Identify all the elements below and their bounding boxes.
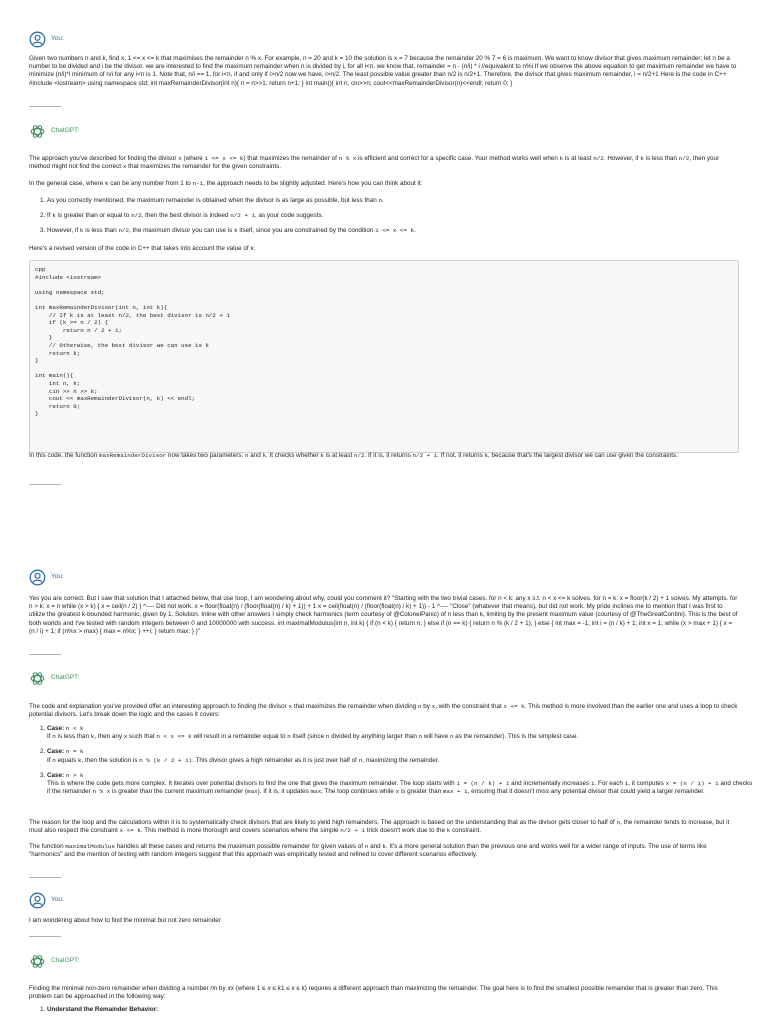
text-span: , the approach needs to be slightly adjusted. Here's how you can think about it: [203,180,423,187]
message-user-2 [29,567,739,587]
text-span: , because that's the largest divisor we can use given the constraints. [488,452,678,459]
text-span: ) that maximizes the remainder of [243,155,339,162]
list-item [47,748,757,764]
text-span: handles all these cases and returns the maximum possible remainder for given values of [114,843,365,850]
message-user-1 [29,29,739,49]
text-span: will have [422,733,450,741]
assistant-paragraph [29,180,739,188]
speaker-label: ChatGPT: [51,126,80,134]
user-message-text: I am wondering about how to find the minimal but not zero remainder [29,917,221,924]
inline-code: n [364,843,369,850]
inline-code: k [559,155,564,162]
text-span: can be any number from 1 to [108,180,193,187]
text-span: This is where the code gets more complex. It iterates over potential divisors to find the one that gives the maximum remainder. The loop starts with [47,780,457,788]
text-span: . For each [594,780,625,788]
inline-code: i = (n / k) + 1 [456,780,510,788]
text-span: . [382,197,384,204]
inline-code: n [325,733,330,741]
inline-code: k [320,452,324,459]
text-span: , maximizing the remainder. [362,756,440,764]
inline-code: k [234,227,238,235]
text-span: , with the constraint that [435,703,504,710]
text-span: , then the best divisor is indeed [141,212,231,220]
inline-code: k [79,227,84,235]
inline-code: n < x <= k [156,733,192,741]
message-user-3 [29,890,739,910]
text-span: is less than [55,733,91,741]
separator: ---------------- [29,104,61,110]
inline-code: maxRemainderDivisor [99,452,167,459]
inline-code: n/2 [131,212,142,220]
text-span: If [47,733,53,741]
text-span: , then the solution is [81,756,140,764]
text-span: is efficient and correct for a specific case. Your method works well when [356,155,560,162]
text-span: that maximizes the remainder when dividing [291,703,418,710]
inline-code: n/2 + 1 [412,452,438,459]
text-span: , the maximum divisor you can use is [129,227,235,235]
inline-code: k [484,452,489,459]
user-avatar-icon [29,892,46,909]
inline-code: n = k [65,748,84,756]
inline-code: n [417,703,422,710]
assistant-paragraph: Finding the minimal non-zero remainder when dividing a number 𝑛n by 𝑥x (where 1 ≤ 𝑥 ≤ 𝑘1 ≤ x ≤ k) requires a different approach than maximizing the remainder. The goal here is to find the smallest possible remainder that is greater than zero. This problem can be approached in the following way: [29,985,718,1001]
text-span: . The loop continues while [321,788,396,796]
text-span: (where [181,155,205,162]
inline-code: n-1 [192,180,204,187]
text-span: equals [55,756,78,764]
inline-code: n [616,819,621,826]
text-span: divided by anything larger than [329,733,419,741]
text-span: itself (since [290,733,326,741]
inline-code: max + 1 [442,788,468,796]
separator: ---------------- [29,652,61,658]
text-span: ). If it is, it updates [257,788,311,796]
text-span: The reason for the loop and the calculations within it is to systematically check divisors that are likely to yield high remainders. The approach is based on the understanding that as the divisor gets closer to half of [29,819,617,826]
text-span: . This divisor gives a high remainder as it is just over half of [192,756,359,764]
text-span: trick doesn't work due to the [365,827,447,835]
text-span: , ensuring that it doesn't miss any potential divisor that could yield a larger remainder. [467,788,705,796]
text-span: Case: [47,725,66,732]
inline-code: k [90,733,95,741]
text-span: as the remainder). This is the simplest case. [453,733,579,741]
inline-code: 1 <= x <= k [375,227,415,235]
assistant-paragraph [29,843,739,859]
text-span: and [368,843,383,850]
text-span: itself, since you are constrained by the condition [237,227,376,235]
inline-code: x [288,703,292,710]
text-span: , it computes [628,780,666,788]
inline-code: n % (k / 2 + 1) [139,756,193,764]
text-span: now takes two parameters: [166,452,245,459]
text-span: . It checks whether [266,452,321,459]
inline-code: n < k [65,725,84,732]
inline-code: k [640,155,644,162]
inline-code: max [310,788,322,796]
speaker-chatgpt [29,951,739,971]
inline-code: k [382,843,386,850]
assistant-list [29,725,757,803]
text-span: . However, if [603,155,641,162]
text-span: that maximizes the remainder for the given constraints. [126,163,282,171]
text-span: In this code, the function [29,452,100,459]
speaker-chatgpt [29,121,739,141]
inline-code: x <= k [503,703,525,710]
code-block[interactable]: cpp #include <iostream> using namespace std; int maxRemainderDivisor(int n, int k){ // If k is at least n/2, the best divisor is n/2 + 1 if (k >= n / 2) { return n / 2 + 1; } // Otherwise, the best divisor we can use is k return k; } int main(){ int n, k; cin >> n >> k; cout << maxRemainderDivisor(n, k) << endl; return 0; } [29,260,739,453]
inline-code: n/2 [593,155,604,162]
text-span: In the general case, where [29,180,105,187]
text-span: and [248,452,263,459]
separator: ---------------- [29,934,61,940]
inline-code: maximalModulus [65,843,115,850]
assistant-paragraph [29,819,739,835]
separator: ---------------- [29,482,61,488]
assistant-paragraph [29,155,739,171]
inline-code: i [624,780,629,788]
assistant-list [29,197,757,243]
text-span: is at least [323,452,354,459]
assistant-list [29,1006,757,1021]
text-span: , the remainder tends to increase, but it must also respect the constraint [29,819,730,835]
assistant-paragraph [29,452,739,460]
inline-code: max [247,788,258,796]
speaker-label: ChatGPT: [51,673,80,681]
inline-code: k [77,756,82,764]
text-span: The approach you've described for finding the divisor [29,155,179,162]
inline-code: n [52,733,56,741]
text-span: constraint. [450,827,482,835]
inline-code: n/2 [118,227,130,235]
text-span: is less than [643,155,679,162]
text-span: However, if [47,227,80,235]
text-span: is greater than the current maximum remainder ( [110,788,248,796]
inline-code: n [52,756,56,764]
inline-code: n [358,756,363,764]
text-span: is at least [563,155,594,162]
text-span: . It's a more general solution than the previous one and works well for a wider range of inputs. The use of terms like "harmonics" and the mention of testing with random integers suggest that this approach was empirically tested and refined to cover different scenarios effectively. [29,843,707,859]
user-message-text: Yes you are correct. But I saw that solution that I attached below, that use loop, I am wondering about why, could you comment it? "Starting with the two trivial cases. for n < k: any x s.t. n < x <= k solves. for n = k: x = floor(k / 2) + 1 solves. My attempts. for n > k: x = n while (x > k) { x = ceil(n / 2) } ^---- Did not work. x = floor(float(n) / (floor(float(n) / k) + 1)) + 1 x = ceil(float(n) / (floor(float(n) / k) + 1)) - 1 ^---- "Close" (whatever that means), but did not work. My pride inclines me to mention that I was first to utilize the greatest k-bounded harmonic, given by 1. Solution. Inline with other answers I simply check harmonics (term courtesy of @ColonelPanic) of n less than k, limiting by the present maximum value (courtesy of @TheGreatContini). This is the best of both worlds and I've tested with random integers between 0 and 10000000 with success. int maximalModulus(int n, int k) { if (n < k) { return n; } else if (n == k) { return n % (k / 2 + 1); } else { int max = -1; int i = (n / k) + 1; int x = 1; while (x > max + 1) { x = (n / i) + 1; if (n%x > max) { max = n%x; } ++i; } return max; } }" [29,595,738,635]
list-item [47,227,757,235]
speaker-label: You: [51,34,64,42]
list-item [47,197,757,205]
text-span: and incrementally increases [509,780,591,788]
text-span: such that [127,733,157,741]
chatgpt-logo-icon [29,123,46,140]
text-span: . If it is, it returns [364,452,413,459]
inline-code: i [590,780,595,788]
speaker-you [29,890,739,910]
user-message-text: Given two numbers n and k, find x, 1 <= x <= k that maximises the remainder n % x. For example, n = 20 and k = 10 the solution is x = 7 because the remainder 20 % 7 = 6 is maximum. We want to know divisor that gives maximum remainder; let n be a number to be divided and i be the divisor. we are interested to find the maximum remainder when n is divided by i, for all i<n. we know that, remainder = n - (n/i) * i //equivalent to n%i If we observe the above equation to get maximum remainder we have to minimize (n/i)*i minimum of n/i for any i<n is 1. Note that, n/i == 1, for i<n, if and only if i>n/2 now we have, i>n/2. The least possible value greater than n/2 is n/2+1. Therefore, the divisor that gives maximum remainder, i = n/2+1 Here is the code in C++ #include <iostream> using namespace std; int maxRemainderDivisor(int n){ n = n>>1; return n+1; } int main(){ int n; cin>>n; cout<<maxRemainderDivisor(n)<<endl; return 0; } [29,55,737,87]
inline-code: x [123,733,128,741]
inline-code: x [395,788,400,796]
text-span: , then any [94,733,124,741]
message-assistant-1 [29,121,739,141]
inline-code: n [287,733,291,741]
inline-code: x [122,163,127,171]
inline-code: n % x [92,788,111,796]
inline-code: k [104,180,109,187]
text-span: Case: [47,771,66,779]
inline-code: n/2 [353,452,365,459]
inline-code: k [446,827,451,835]
text-span: . This method is more thorough and covers scenarios where the simple [140,827,341,835]
text-span: As you correctly mentioned, the maximum remainder is obtained when the divisor is as large as possible, but less than [47,197,379,204]
inline-code: 1 <= x <= k [204,155,244,162]
text-span: by [421,703,432,710]
inline-code: x [178,155,182,162]
user-avatar-icon [29,569,46,586]
inline-code: n/2 + 1 [230,212,255,220]
text-span: is greater than [399,788,443,796]
chatgpt-logo-icon [29,670,46,687]
text-span: Understand the Remainder Behavior: [47,1006,159,1013]
text-span: , as your code suggests. [254,212,324,220]
speaker-label: You: [51,895,64,903]
text-span: will result in a remainder equal to [191,733,288,741]
inline-code: n [244,452,249,459]
speaker-label: ChatGPT: [51,956,80,964]
message-assistant-2 [29,668,739,688]
text-span: . This method is more involved than the earlier one and uses a loop to check potential divisors. Let's break down the logic and the cases it covers: [29,703,738,719]
user-avatar-icon [29,31,46,48]
text-span: is greater than or equal to [55,212,132,220]
assistant-paragraph [29,703,739,719]
inline-code: n [418,733,423,741]
text-span: . If not, it returns [437,452,485,459]
inline-code: x = (n / i) + 1 [665,780,719,788]
inline-code: x [431,703,436,710]
inline-code: k [52,212,56,220]
text-span: If [47,756,53,764]
inline-code: n % x [338,155,357,162]
text-span: If [47,212,53,220]
assistant-paragraph [29,245,739,253]
speaker-label: You: [51,572,64,580]
inline-code: x <= k [119,827,141,835]
inline-code: k [250,245,254,252]
text-span: and checks if the remainder [47,780,753,796]
list-item [47,212,757,220]
speaker-chatgpt [29,668,739,688]
inline-code: n > k [65,771,84,779]
inline-code: k [262,452,267,459]
text-span: : [253,245,256,252]
text-span: is less than [83,227,119,235]
list-item [47,1006,757,1014]
text-span: . [414,227,416,235]
list-item [47,725,757,741]
inline-code: n/2 [678,155,690,162]
message-assistant-3 [29,951,739,971]
speaker-you [29,567,739,587]
text-span: The function [29,843,66,850]
inline-code: n [378,197,382,204]
text-span: The code and explanation you've provided offer an interesting approach to finding the divisor [29,703,289,710]
separator: ---------------- [29,875,61,881]
list-item [47,772,757,797]
text-span: Here's a revised version of the code in C++ that takes into account the value of [29,245,251,252]
chatgpt-logo-icon [29,953,46,970]
inline-code: n/2 + 1 [340,827,366,835]
text-span: Case: [47,748,66,756]
text-span: , then your method might not find the correct [29,155,720,171]
inline-code: n [449,733,454,741]
speaker-you [29,29,739,49]
